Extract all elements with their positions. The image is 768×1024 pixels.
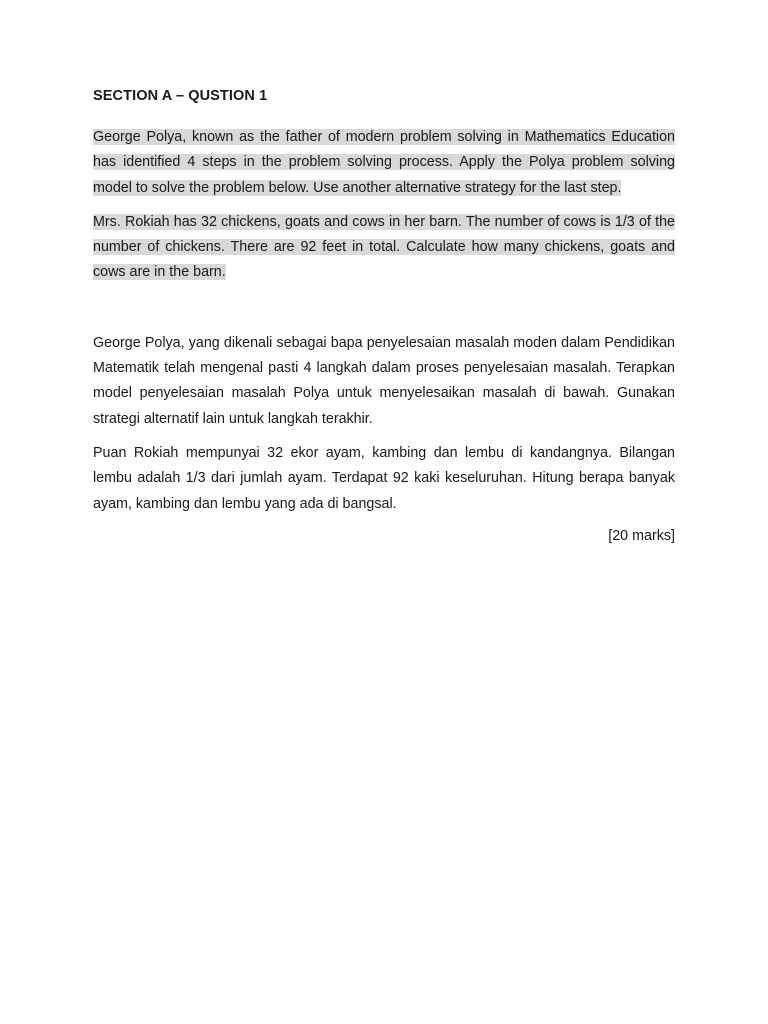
section-spacer [93, 295, 675, 331]
english-question-paragraph [93, 125, 675, 201]
malay-problem-paragraph: Puan Rokiah mempunyai 32 ekor ayam, kambing dan lembu di kandangnya. Bilangan lembu adalah 1/3 dari jumlah ayam. Terdapat 92 kaki keseluruhan. Hitung berapa banyak ayam, kambing dan lembu yang ada di bangsal. [93, 444, 675, 512]
malay-question-paragraph: George Polya, yang dikenali sebagai bapa penyelesaian masalah moden dalam Pendidikan Matematik telah mengenal pasti 4 langkah dalam proses penyelesaian masalah. Terapkan model penyelesaian masalah Polya untuk menyelesaikan masalah di bawah. Gunakan strategi alternatif lain untuk langkah terakhir. [93, 334, 675, 427]
english-problem-paragraph [93, 210, 675, 286]
marks-label: [20 marks] [608, 527, 675, 544]
document-page [93, 86, 675, 549]
english-question-text: George Polya, known as the father of modern problem solving in Mathematics Education has identified 4 steps in the problem solving process. Apply the Polya problem solving model to solve the problem below. Use another alternative strategy for the last step. [93, 129, 675, 196]
english-problem-text: Mrs. Rokiah has 32 chickens, goats and cows in her barn. The number of cows is 1/3 of the number of chickens. There are 92 feet in total. Calculate how many chickens, goats and cows are in the barn. [93, 213, 675, 281]
section-heading: SECTION A – QUSTION 1 [93, 88, 268, 104]
